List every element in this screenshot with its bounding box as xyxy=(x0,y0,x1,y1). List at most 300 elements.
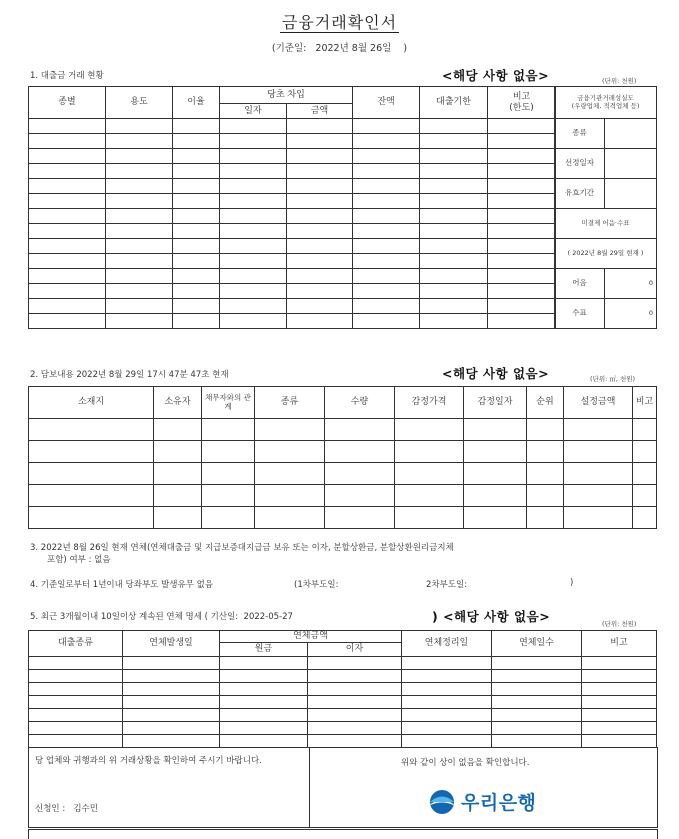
table-cell xyxy=(353,299,420,314)
table-cell xyxy=(220,696,308,709)
table-cell xyxy=(173,149,220,164)
table-cell xyxy=(173,179,220,194)
table-cell xyxy=(29,284,106,299)
table-cell xyxy=(106,164,173,179)
table-cell xyxy=(420,299,488,314)
table-cell xyxy=(255,485,325,507)
table-cell xyxy=(287,239,353,254)
table-cell xyxy=(106,299,173,314)
table-cell xyxy=(202,485,255,507)
table-cell xyxy=(220,735,308,748)
table-cell xyxy=(287,164,353,179)
table-cell xyxy=(395,485,464,507)
table-cell xyxy=(106,239,173,254)
table-cell xyxy=(488,179,556,194)
table-cell xyxy=(220,657,308,670)
table-cell xyxy=(353,209,420,224)
table-cell xyxy=(29,299,106,314)
table-cell xyxy=(106,314,173,329)
table-row xyxy=(29,299,556,314)
table-cell xyxy=(220,194,287,209)
table-cell xyxy=(220,179,287,194)
side-select-date-value xyxy=(605,149,657,179)
table-row xyxy=(29,254,556,269)
table-cell xyxy=(29,735,123,748)
table-cell xyxy=(353,314,420,329)
table-row xyxy=(29,179,556,194)
table-cell xyxy=(287,224,353,239)
table-cell xyxy=(353,284,420,299)
side-check-value: 0 xyxy=(605,299,657,329)
table-cell xyxy=(173,314,220,329)
table-cell xyxy=(154,485,202,507)
table-cell xyxy=(488,314,556,329)
table-cell xyxy=(173,299,220,314)
table-cell xyxy=(287,314,353,329)
table-cell xyxy=(633,507,657,529)
table-cell xyxy=(173,209,220,224)
col2-appraisal-date: 감정일자 xyxy=(464,387,527,419)
section2-none-label: <해당 사항 없음> xyxy=(442,366,550,381)
table-cell xyxy=(492,722,582,735)
table-cell xyxy=(106,149,173,164)
table-cell xyxy=(325,485,395,507)
table-cell xyxy=(255,419,325,441)
table-cell xyxy=(492,696,582,709)
bank-logo-icon xyxy=(429,789,455,815)
table-cell xyxy=(325,419,395,441)
col5-settle-date: 연체정리일 xyxy=(402,631,492,657)
applicant-name: 김수민 xyxy=(73,804,98,814)
table-cell xyxy=(488,269,556,284)
header-rate: 이율 xyxy=(173,87,220,119)
side-header: 금융기관거래성실도 (우량업체, 적격업체 등) xyxy=(555,87,657,119)
header-date: 일자 xyxy=(220,104,287,119)
header-purpose: 용도 xyxy=(106,87,173,119)
table-cell xyxy=(420,269,488,284)
table-cell xyxy=(488,194,556,209)
table-cell xyxy=(220,209,287,224)
table-cell xyxy=(29,254,106,269)
table-cell xyxy=(353,194,420,209)
table-row xyxy=(29,134,556,149)
table-cell xyxy=(633,463,657,485)
table-cell xyxy=(106,254,173,269)
table-cell xyxy=(220,269,287,284)
table-cell xyxy=(464,507,527,529)
section3-line2: 포함) 여부 : 없음 xyxy=(47,555,111,565)
col5-loan-type: 대출종류 xyxy=(29,631,123,657)
side-check-label: 수표 xyxy=(555,299,605,329)
table-cell xyxy=(564,463,633,485)
table-row xyxy=(29,164,556,179)
table-cell xyxy=(106,209,173,224)
section4-first-default: (1차부도일: xyxy=(294,580,339,590)
table-cell xyxy=(492,683,582,696)
table-cell xyxy=(582,722,657,735)
table-row xyxy=(29,722,657,735)
col5-principal: 원금 xyxy=(220,643,308,657)
table-cell xyxy=(633,441,657,463)
table-row xyxy=(29,485,657,507)
table-cell xyxy=(582,709,657,722)
table-cell xyxy=(123,735,220,748)
table-cell xyxy=(29,683,123,696)
table-cell xyxy=(29,179,106,194)
table-cell xyxy=(488,134,556,149)
section2-heading: 2. 담보내용 2022년 8월 29일 17시 47분 47초 현재 xyxy=(30,370,229,380)
table-cell xyxy=(173,239,220,254)
header-initial-borrow: 당초 차입 xyxy=(220,87,353,104)
table-cell xyxy=(527,485,564,507)
table-cell xyxy=(353,179,420,194)
table-cell xyxy=(173,269,220,284)
table-cell xyxy=(220,254,287,269)
col2-location: 소재지 xyxy=(29,387,154,419)
bank-name: 우리은행 xyxy=(461,792,537,814)
table-row xyxy=(29,314,556,329)
table-cell xyxy=(582,657,657,670)
table-cell xyxy=(420,179,488,194)
table-cell xyxy=(123,709,220,722)
side-kind-label: 종류 xyxy=(555,119,605,149)
section1-none-label: <해당 사항 없음> xyxy=(442,68,550,83)
side-bill-value: 0 xyxy=(605,269,657,299)
section5-heading: 5. 최근 3개월이내 10일이상 계속된 연체 명세 ( 기산일: 2022-05-27 xyxy=(30,612,293,622)
table-cell xyxy=(220,299,287,314)
table-cell xyxy=(527,441,564,463)
table-row xyxy=(29,119,556,134)
table-cell xyxy=(353,224,420,239)
section5-none-label: ) <해당 사항 없음> xyxy=(432,609,551,624)
table-cell xyxy=(173,254,220,269)
table-cell xyxy=(582,735,657,748)
section4-close: ) xyxy=(570,578,574,588)
table-cell xyxy=(29,441,154,463)
table-cell xyxy=(488,224,556,239)
table-cell xyxy=(308,670,402,683)
table-cell xyxy=(402,709,492,722)
bank-logo xyxy=(429,788,536,815)
table-cell xyxy=(220,709,308,722)
table-row xyxy=(29,284,556,299)
table-cell xyxy=(154,419,202,441)
table-cell xyxy=(29,314,106,329)
table-cell xyxy=(582,670,657,683)
table-cell xyxy=(633,419,657,441)
side-unsettled-label: 미결제 어음·수표 xyxy=(555,209,657,239)
table-cell xyxy=(29,224,106,239)
table-cell xyxy=(308,696,402,709)
col5-overdue-date: 연체발생일 xyxy=(123,631,220,657)
table-cell xyxy=(287,284,353,299)
table-cell xyxy=(492,657,582,670)
table-row xyxy=(29,224,556,239)
table-cell xyxy=(353,134,420,149)
overdue-table-body xyxy=(29,657,657,748)
table-cell xyxy=(154,441,202,463)
table-cell xyxy=(106,179,173,194)
col5-days: 연체일수 xyxy=(492,631,582,657)
table-cell xyxy=(420,209,488,224)
table-cell xyxy=(202,441,255,463)
table-cell xyxy=(106,194,173,209)
section1-heading: 1. 대출금 거래 현황 xyxy=(30,71,104,81)
table-cell xyxy=(287,209,353,224)
overdue-table xyxy=(28,630,657,748)
table-cell xyxy=(527,463,564,485)
table-cell xyxy=(492,709,582,722)
col2-appraisal-price: 감정가격 xyxy=(395,387,464,419)
table-cell xyxy=(123,657,220,670)
table-cell xyxy=(420,314,488,329)
table-cell xyxy=(29,657,123,670)
side-valid-period-label: 유효기간 xyxy=(555,179,605,209)
col5-overdue-amount: 연체금액 xyxy=(220,631,402,643)
table-cell xyxy=(287,194,353,209)
table-cell xyxy=(488,209,556,224)
table-cell xyxy=(488,239,556,254)
header-due: 대출기한 xyxy=(420,87,488,119)
table-row xyxy=(29,735,657,748)
table-cell xyxy=(488,299,556,314)
table-cell xyxy=(173,284,220,299)
section3-line1: 3. 2022년 8월 26일 현재 연체(연체대출금 및 지급보증대지급금 보유 또는 이자, 분할상환금, 분할상환원리금지체 xyxy=(30,543,454,553)
table-row xyxy=(29,149,556,164)
header-remark: 비고 (한도) xyxy=(488,87,556,119)
table-cell xyxy=(308,657,402,670)
table-cell xyxy=(123,670,220,683)
table-cell xyxy=(564,507,633,529)
table-cell xyxy=(29,164,106,179)
table-cell xyxy=(582,696,657,709)
section2-unit: (단위: ㎡, 천원) xyxy=(590,375,636,383)
table-cell xyxy=(564,419,633,441)
table-cell xyxy=(255,507,325,529)
table-cell xyxy=(287,254,353,269)
table-cell xyxy=(582,683,657,696)
table-cell xyxy=(29,507,154,529)
table-cell xyxy=(420,239,488,254)
table-cell xyxy=(395,441,464,463)
table-cell xyxy=(255,463,325,485)
table-cell xyxy=(202,463,255,485)
table-cell xyxy=(325,441,395,463)
table-cell xyxy=(287,134,353,149)
table-cell xyxy=(308,722,402,735)
table-cell xyxy=(220,149,287,164)
table-row xyxy=(29,441,657,463)
table-cell xyxy=(402,683,492,696)
table-cell xyxy=(29,485,154,507)
table-cell xyxy=(420,149,488,164)
table-cell xyxy=(123,696,220,709)
table-cell xyxy=(123,683,220,696)
table-cell xyxy=(402,657,492,670)
table-cell xyxy=(220,164,287,179)
table-cell xyxy=(420,284,488,299)
table-cell xyxy=(220,239,287,254)
col2-relation: 채무자와의 관계 xyxy=(202,387,255,419)
table-cell xyxy=(325,463,395,485)
table-cell xyxy=(420,134,488,149)
table-cell xyxy=(29,722,123,735)
footer-confirm-text: 위와 같이 상이 없음을 확인합니다. xyxy=(401,758,530,768)
col2-set-amount: 설정금액 xyxy=(564,387,633,419)
table-cell xyxy=(123,722,220,735)
table-cell xyxy=(287,149,353,164)
table-cell xyxy=(287,119,353,134)
table-row xyxy=(29,209,556,224)
table-cell xyxy=(488,149,556,164)
loan-table-body xyxy=(29,119,556,329)
collateral-table xyxy=(28,386,657,529)
col2-kind: 종류 xyxy=(255,387,325,419)
header-type: 종별 xyxy=(29,87,106,119)
table-row xyxy=(29,194,556,209)
table-cell xyxy=(420,119,488,134)
side-as-of-label: ( 2022년 8월 29일 현재 ) xyxy=(555,239,657,269)
table-cell xyxy=(353,269,420,284)
table-cell xyxy=(420,194,488,209)
footer-divider xyxy=(309,748,310,827)
table-cell xyxy=(633,485,657,507)
table-cell xyxy=(402,722,492,735)
section4-second-default: 2차부도일: xyxy=(426,580,468,590)
side-bill-label: 어음 xyxy=(555,269,605,299)
table-cell xyxy=(492,735,582,748)
table-cell xyxy=(420,254,488,269)
table-cell xyxy=(287,299,353,314)
table-row xyxy=(29,239,556,254)
table-cell xyxy=(154,507,202,529)
table-row xyxy=(29,463,657,485)
table-cell xyxy=(353,254,420,269)
table-cell xyxy=(402,696,492,709)
table-cell xyxy=(353,164,420,179)
section4-text: 4. 기준일로부터 1년이내 당좌부도 발생유무 없음 xyxy=(30,580,214,590)
table-cell xyxy=(220,134,287,149)
footer-box xyxy=(28,747,658,828)
table-cell xyxy=(395,463,464,485)
table-cell xyxy=(395,419,464,441)
table-cell xyxy=(202,507,255,529)
table-row xyxy=(29,696,657,709)
footer-applicant: 신청인 : 김수민 xyxy=(35,804,98,814)
table-cell xyxy=(488,164,556,179)
col5-interest: 이자 xyxy=(308,643,402,657)
table-cell xyxy=(202,419,255,441)
col2-rank: 순위 xyxy=(527,387,564,419)
footer-request-text: 당 업체와 귀행과의 위 거래상황을 확인하여 주시기 바랍니다. xyxy=(35,756,262,766)
table-cell xyxy=(564,485,633,507)
table-cell xyxy=(29,239,106,254)
table-cell xyxy=(287,269,353,284)
table-cell xyxy=(29,419,154,441)
table-cell xyxy=(220,683,308,696)
table-cell xyxy=(402,735,492,748)
table-cell xyxy=(29,149,106,164)
table-row xyxy=(29,269,556,284)
table-cell xyxy=(353,239,420,254)
table-cell xyxy=(527,419,564,441)
table-cell xyxy=(106,224,173,239)
table-cell xyxy=(353,149,420,164)
table-cell xyxy=(395,507,464,529)
table-cell xyxy=(29,709,123,722)
table-cell xyxy=(308,735,402,748)
table-cell xyxy=(29,463,154,485)
table-cell xyxy=(325,507,395,529)
section1-unit: (단위: 천원) xyxy=(602,77,637,85)
table-cell xyxy=(402,670,492,683)
table-row xyxy=(29,683,657,696)
section5-start-date: 2022-05-27 xyxy=(243,612,293,622)
table-cell xyxy=(287,179,353,194)
table-cell xyxy=(353,119,420,134)
table-cell xyxy=(420,224,488,239)
document-title: 금융거래확인서 xyxy=(281,13,398,32)
table-cell xyxy=(106,119,173,134)
table-cell xyxy=(29,269,106,284)
table-cell xyxy=(154,463,202,485)
table-cell xyxy=(464,463,527,485)
table-row xyxy=(29,419,657,441)
col2-owner: 소유자 xyxy=(154,387,202,419)
credit-side-table xyxy=(554,86,657,329)
table-cell xyxy=(464,485,527,507)
table-row xyxy=(29,657,657,670)
table-cell xyxy=(255,441,325,463)
base-date-line: (기준일: 2022년 8월 26일 ) xyxy=(271,43,408,54)
table-cell xyxy=(420,164,488,179)
col5-remark: 비고 xyxy=(582,631,657,657)
table-cell xyxy=(29,670,123,683)
side-select-date-label: 선정일자 xyxy=(555,149,605,179)
table-cell xyxy=(464,441,527,463)
table-row xyxy=(29,670,657,683)
table-cell xyxy=(29,194,106,209)
table-cell xyxy=(220,722,308,735)
table-cell xyxy=(173,224,220,239)
table-cell xyxy=(220,224,287,239)
table-row xyxy=(29,709,657,722)
table-cell xyxy=(29,134,106,149)
table-cell xyxy=(220,670,308,683)
collateral-table-body xyxy=(29,419,657,529)
table-cell xyxy=(29,696,123,709)
col2-remark: 비고 xyxy=(633,387,657,419)
side-kind-value xyxy=(605,119,657,149)
table-cell xyxy=(173,164,220,179)
table-cell xyxy=(308,683,402,696)
table-cell xyxy=(488,119,556,134)
table-cell xyxy=(527,507,564,529)
table-cell xyxy=(488,284,556,299)
table-cell xyxy=(564,441,633,463)
table-cell xyxy=(220,314,287,329)
table-cell xyxy=(492,670,582,683)
table-row xyxy=(29,507,657,529)
loan-table xyxy=(28,86,556,329)
table-cell xyxy=(29,119,106,134)
table-cell xyxy=(220,284,287,299)
table-cell xyxy=(106,284,173,299)
side-valid-period-value xyxy=(605,179,657,209)
table-cell xyxy=(106,134,173,149)
table-cell xyxy=(308,709,402,722)
table-cell xyxy=(173,194,220,209)
